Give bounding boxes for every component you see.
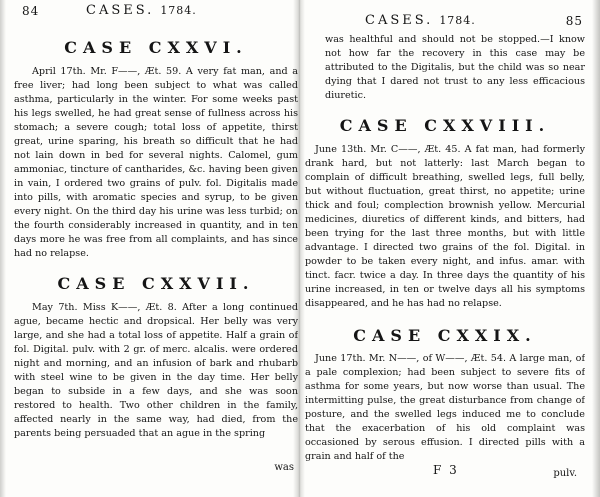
right-running-title: CASES. 1784. <box>365 13 476 28</box>
case-129-heading: CASE CXXIX. <box>353 326 537 345</box>
right-page-edge <box>592 0 600 497</box>
right-page-number: 85 <box>565 14 583 28</box>
right-page <box>305 0 585 497</box>
left-catchword: was <box>274 462 294 473</box>
right-running-head <box>305 10 585 32</box>
right-running-year: 1784. <box>439 14 476 27</box>
left-running-year: 1784. <box>160 4 197 17</box>
case-126-text: April 17th. Mr. F——, Æt. 59. A very fat man, and a free liver; had long been subject to what was called asthma, particularly in the winter. For some weeks past his legs swelled, he had great sense of fullness across his stomach; a severe cough; total loss of appetite, thirst great, urine sparing, his breath so difficult that he had not lain down in bed for several nights. Calomel, gum ammoniac, tincture of cantharides, &c. having been given in vain, I ordered two grains of pulv. fol. Digitalis made into pills, with aromatic species and syrup, to be given every night. On the third day his urine was less turbid; on the fourth considerably increased in quantity, and in ten days more he was free from all complaints, and has since had no relapse. <box>14 66 298 259</box>
case-127-heading: CASE CXXVII. <box>57 274 255 293</box>
left-page <box>14 0 298 497</box>
left-page-edge <box>0 0 6 497</box>
left-page-number: 84 <box>22 4 40 18</box>
left-running-title: CASES. 1784. <box>86 3 197 18</box>
case-126-heading: CASE CXXVI. <box>64 38 248 57</box>
left-running-head <box>14 0 298 22</box>
case-127-text: May 7th. Miss K——, Æt. 8. After a long continued ague, became hectic and dropsical. Her belly was very large, and she had a total loss of appetite. Half a grain of fol. Digital. pulv. with 2 gr. of merc. alcalis. were ordered night and morning, and an infusion of bark and rhubarb with steel wine to be given in the day time. Her belly began to subside in a few days, and she was soon restored to health. Two other children in the family, affected nearly in the same way, had died, from the parents being persuaded that an ague in the spring <box>14 302 298 439</box>
signature-mark: F 3 <box>433 463 459 477</box>
right-catchword: pulv. <box>553 468 577 479</box>
case-129-text: June 17th. Mr. N——, of W——, Æt. 54. A large man, of a pale complexion; had been subject to severe fits of asthma for some years, but now worse than usual. The intermitting pulse, the great disturbance from change of posture, and the swelled legs induced me to conclude that the exacerbation of his old complaint was occasioned by serous effusion. I directed pills with a grain and half of the <box>305 353 585 462</box>
case-128-text: June 13th. Mr. C——, Æt. 45. A fat man, had formerly drank hard, but not latterly: last March began to complain of difficult breathing, swelled legs, full belly, but without fluctuation, great thirst, no appetite; urine thick and foul; complection brownish yellow. Mercurial medicines, diuretics of different kinds, and bitters, had been trying for the last three months, but with little advantage. I directed two grains of the fol. Digital. in powder to be taken every night, and infus. amar. with tinct. facr. twice a day. In three days the quantity of his urine increased, in ten or twelve days all his symptoms disappeared, and he has had no relapse. <box>305 144 585 309</box>
case-127-continuation: was healthful and should not be stopped.—I know not how far the recovery in this case may be attributed to the Digitalis, but the child was so near dying that I dared not trust to any less efficacious diuretic. <box>325 34 585 101</box>
case-128-heading: CASE CXXVIII. <box>339 116 551 135</box>
